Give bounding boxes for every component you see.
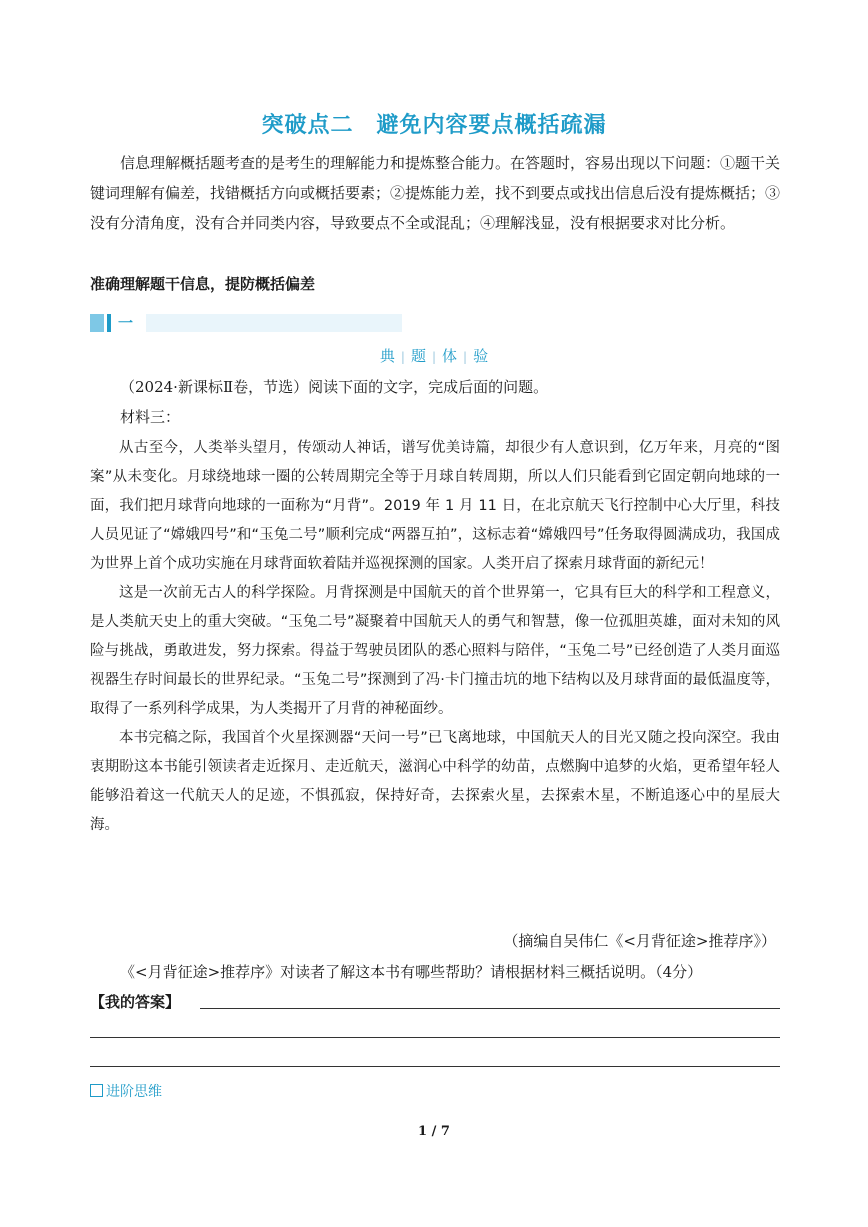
tag-separator: | [400,350,405,364]
section-tag-char: 体 [442,347,458,365]
passage-paragraph: 从古至今，人类举头望月，传颂动人神话，谱写优美诗篇，却很少有人意识到，亿万年来，月亮的“图案”从未变化。月球绕地球一圈的公转周期完全等于月球自转周期，所以人们只能看到它固定朝向地球的一面，我们把月球背向地球的一面称为“月背”。2019 年 1 月 11 日，在北京航天飞行控制中心大厅里，科技人员见证了“嫦娥四号”和“玉兔二号”顺利完成“两器互拍”，这标志着“嫦娥四号”任务取得圆满成功，我国成为世界上首个成功实施在月球背面软着陆并巡视探测的国家。人类开启了探索月球背面的新纪元！ [90,440,780,572]
material-label: 材料三： [120,408,181,426]
answer-line[interactable] [90,1037,780,1038]
passage-paragraph: 这是一次前无古人的科学探险。月背探测是中国航天的首个世界第一，它具有巨大的科学和工程意义，是人类航天史上的重大突破。“玉兔二号”凝聚着中国航天人的勇气和智慧，像一位孤胆英雄，面对未知的风险与挑战，勇敢进发，努力探索。得益于驾驶员团队的悉心照料与陪伴，“玉兔二号”已经创造了人类月面巡视器生存时间最长的世界纪录。“玉兔二号”探测到了冯·卡门撞击坑的地下结构以及月球背面的最低温度等，取得了一系列科学成果，为人类揭开了月背的神秘面纱。 [90,585,780,717]
question-text: 《<月背征途>推荐序》对读者了解这本书有哪些帮助？请根据材料三概括说明。（4分） [120,963,703,981]
passage-paragraph: 本书完稿之际，我国首个火星探测器“天问一号”已飞离地球，中国航天人的目光又随之投向深空。我由衷期盼这本书能引领读者走近探月、走近航天，滋润心中科学的幼苗，点燃胸中追梦的火焰，更希望年轻人能够沿着这一代航天人的足迹，不惧孤寂，保持好奇，去探索火星，去探索木星，不断追逐心中的星辰大海。 [90,730,780,833]
page-number: 1 / 7 [418,1124,450,1139]
advanced-thinking-heading [90,1081,162,1101]
advanced-label: 进阶思维 [106,1084,162,1100]
section-tag [0,345,868,366]
section-band [146,314,402,332]
intro-paragraph: 信息理解概括题考查的是考生的理解能力和提炼整合能力。在答题时，容易出现以下问题：①题干关键词理解有偏差，找错概括方向或概括要素；②提炼能力差，找不到要点或找出信息后没有提炼概括；③没有分清角度，没有合并同类内容，导致要点不全或混乱；④理解浅显，没有根据要求对比分析。 [90,154,781,232]
passage-citation: （摘编自吴伟仁《<月背征途>推荐序》） [503,932,776,950]
bar-block-icon [90,314,104,332]
section-header-bar [90,314,402,332]
page-title: 突破点二 避免内容要点概括疏漏 [261,113,607,138]
tag-separator: | [431,350,437,364]
section-tag-char: 题 [410,347,426,365]
question-source: （2024·新课标Ⅱ卷，节选）阅读下面的文字，完成后面的问题。 [120,378,549,396]
checkbox-icon [90,1084,103,1097]
section-subheading: 准确理解题干信息，提防概括偏差 [90,275,316,293]
section-number: 一 [118,314,134,332]
bar-stripe-icon [107,314,111,332]
section-tag-char: 典 [379,347,395,365]
reading-passage [90,434,780,840]
answer-line[interactable] [200,1008,780,1009]
answer-line[interactable] [90,1066,780,1067]
section-tag-char: 验 [473,347,489,365]
answer-label: 【我的答案】 [90,993,181,1011]
tag-separator: | [463,350,468,364]
